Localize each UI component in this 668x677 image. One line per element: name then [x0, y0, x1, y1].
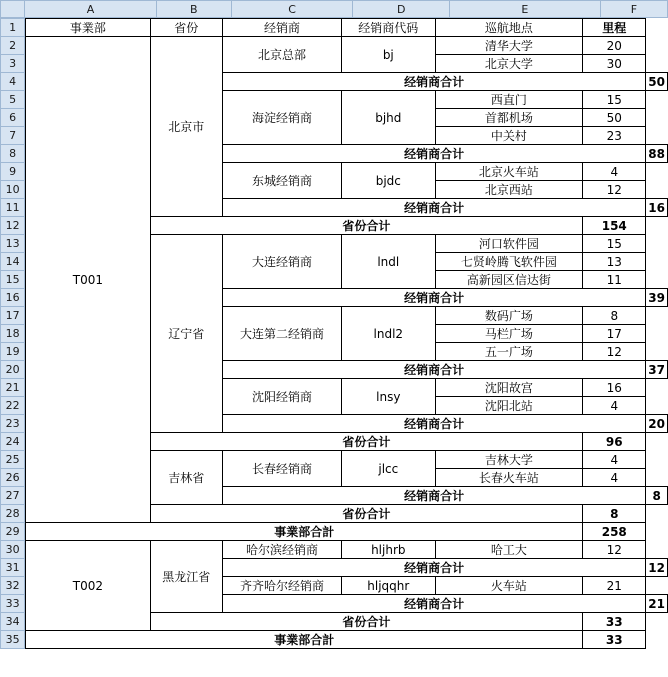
row-header-cell[interactable]: 27 — [1, 487, 25, 505]
dealer-total-value[interactable]: 16 — [646, 199, 668, 217]
stop-name[interactable]: 北京火车站 — [435, 163, 583, 181]
division-total-value[interactable]: 33 — [583, 631, 646, 649]
dealer-code[interactable]: hljqqhr — [342, 577, 435, 595]
dealer-code[interactable]: lndl — [342, 235, 435, 289]
table-row — [26, 19, 668, 37]
stop-mileage[interactable]: 50 — [583, 109, 646, 127]
stop-name[interactable]: 数码广场 — [435, 307, 583, 325]
province-total-value[interactable]: 33 — [583, 613, 646, 631]
stop-name[interactable]: 首都机场 — [435, 109, 583, 127]
stop-mileage[interactable]: 16 — [583, 379, 646, 397]
row-header-cell[interactable]: 22 — [1, 397, 25, 415]
dealer-total-label[interactable]: 经销商合计 — [222, 199, 645, 217]
province-total-value[interactable]: 154 — [583, 217, 646, 235]
column-header-f[interactable]: F — [600, 1, 667, 18]
stop-mileage[interactable]: 21 — [583, 577, 646, 595]
header-mileage[interactable]: 里程 — [583, 19, 646, 37]
row-header-cell[interactable]: 13 — [1, 235, 25, 253]
province-total-value[interactable]: 8 — [583, 505, 646, 523]
header-province[interactable]: 省份 — [150, 19, 222, 37]
dealer-name[interactable]: 哈尔滨经销商 — [222, 541, 341, 559]
table-row — [26, 523, 668, 541]
stop-mileage[interactable]: 23 — [583, 127, 646, 145]
dealer-total-label[interactable]: 经销商合计 — [222, 361, 645, 379]
dealer-code[interactable]: bj — [342, 37, 435, 73]
stop-name[interactable]: 河口软件园 — [435, 235, 583, 253]
province-name[interactable]: 北京市 — [150, 37, 222, 217]
row-header-cell[interactable]: 30 — [1, 541, 25, 559]
row-header-cell[interactable]: 34 — [1, 613, 25, 631]
row-header-cell[interactable]: 17 — [1, 307, 25, 325]
header-dealer-code[interactable]: 经销商代码 — [342, 19, 435, 37]
dealer-total-label[interactable]: 经销商合计 — [222, 289, 645, 307]
division-total-value[interactable]: 258 — [583, 523, 646, 541]
stop-name[interactable]: 马栏广场 — [435, 325, 583, 343]
dealer-code[interactable]: bjdc — [342, 163, 435, 199]
stop-mileage[interactable]: 4 — [583, 451, 646, 469]
dealer-total-value[interactable]: 50 — [646, 73, 668, 91]
row-header-cell[interactable]: 6 — [1, 109, 25, 127]
dealer-name[interactable]: 齐齐哈尔经销商 — [222, 577, 341, 595]
header-stop[interactable]: 巡航地点 — [435, 19, 583, 37]
dealer-name[interactable]: 沈阳经销商 — [222, 379, 341, 415]
stop-name[interactable]: 五一广场 — [435, 343, 583, 361]
row-header-cell[interactable]: 20 — [1, 361, 25, 379]
column-header-a[interactable]: A — [25, 1, 156, 18]
dealer-name[interactable]: 北京总部 — [222, 37, 341, 73]
stop-name[interactable]: 北京西站 — [435, 181, 583, 199]
stop-mileage[interactable]: 4 — [583, 469, 646, 487]
row-header-cell[interactable]: 31 — [1, 559, 25, 577]
column-header-b[interactable]: B — [156, 1, 231, 18]
dealer-name[interactable]: 海淀经销商 — [222, 91, 341, 145]
province-total-value[interactable]: 96 — [583, 433, 646, 451]
row-header-cell[interactable]: 19 — [1, 343, 25, 361]
stop-mileage[interactable]: 12 — [583, 343, 646, 361]
stop-mileage[interactable]: 17 — [583, 325, 646, 343]
column-header-row — [0, 0, 668, 18]
stop-mileage[interactable]: 11 — [583, 271, 646, 289]
dealer-total-label[interactable]: 经销商合计 — [222, 487, 645, 505]
header-division[interactable]: 事業部 — [26, 19, 150, 37]
stop-mileage[interactable]: 4 — [583, 163, 646, 181]
stop-mileage[interactable]: 4 — [583, 397, 646, 415]
stop-mileage[interactable]: 13 — [583, 253, 646, 271]
stop-mileage[interactable]: 8 — [583, 307, 646, 325]
sheet-grid[interactable] — [25, 18, 668, 649]
dealer-total-value[interactable]: 12 — [646, 559, 668, 577]
row-header-cell[interactable]: 3 — [1, 55, 25, 73]
dealer-total-value[interactable]: 39 — [646, 289, 668, 307]
province-total-label[interactable]: 省份合计 — [150, 613, 583, 631]
dealer-code[interactable]: lnsy — [342, 379, 435, 415]
dealer-total-label[interactable]: 经销商合计 — [222, 559, 645, 577]
row-header-cell[interactable]: 28 — [1, 505, 25, 523]
column-header-c[interactable]: C — [231, 1, 353, 18]
stop-name[interactable]: 中关村 — [435, 127, 583, 145]
row-header-cell[interactable]: 5 — [1, 91, 25, 109]
stop-name[interactable]: 清华大学 — [435, 37, 583, 55]
dealer-code[interactable]: lndl2 — [342, 307, 435, 361]
row-header-cell[interactable]: 9 — [1, 163, 25, 181]
province-total-label[interactable]: 省份合计 — [150, 505, 583, 523]
stop-name[interactable]: 哈工大 — [435, 541, 583, 559]
row-header-cell[interactable]: 16 — [1, 289, 25, 307]
row-header-cell[interactable]: 33 — [1, 595, 25, 613]
row-header-cell[interactable]: 7 — [1, 127, 25, 145]
row-header-cell[interactable]: 25 — [1, 451, 25, 469]
stop-name[interactable]: 七贤岭腾飞软件园 — [435, 253, 583, 271]
stop-name[interactable]: 火车站 — [435, 577, 583, 595]
dealer-code[interactable]: bjhd — [342, 91, 435, 145]
dealer-code[interactable]: hljhrb — [342, 541, 435, 559]
dealer-total-value[interactable]: 88 — [646, 145, 668, 163]
stop-name[interactable]: 沈阳北站 — [435, 397, 583, 415]
dealer-total-label[interactable]: 经销商合计 — [222, 415, 645, 433]
select-all-corner[interactable] — [1, 1, 25, 18]
column-header-e[interactable]: E — [449, 1, 600, 18]
stop-mileage[interactable]: 12 — [583, 541, 646, 559]
row-header-cell[interactable]: 4 — [1, 73, 25, 91]
dealer-total-value[interactable]: 20 — [646, 415, 668, 433]
stop-mileage[interactable]: 15 — [583, 235, 646, 253]
stop-name[interactable]: 长春火车站 — [435, 469, 583, 487]
dealer-total-label[interactable]: 经销商合计 — [222, 145, 645, 163]
division-name[interactable]: T002 — [26, 541, 150, 631]
division-total-label[interactable]: 事業部合計 — [26, 631, 583, 649]
dealer-total-value[interactable]: 8 — [646, 487, 668, 505]
column-header-d[interactable]: D — [353, 1, 449, 18]
dealer-total-label[interactable]: 经销商合计 — [222, 595, 645, 613]
row-header-cell[interactable]: 29 — [1, 523, 25, 541]
province-total-label[interactable]: 省份合计 — [150, 217, 583, 235]
row-header-cell[interactable]: 11 — [1, 199, 25, 217]
row-header-cell[interactable]: 2 — [1, 37, 25, 55]
dealer-name[interactable]: 东城经销商 — [222, 163, 341, 199]
stop-name[interactable]: 西直门 — [435, 91, 583, 109]
dealer-total-label[interactable]: 经销商合计 — [222, 73, 645, 91]
table-row — [26, 541, 668, 559]
row-header-cell[interactable]: 18 — [1, 325, 25, 343]
row-header-column — [0, 18, 25, 649]
dealer-name[interactable]: 大连经销商 — [222, 235, 341, 289]
stop-mileage[interactable]: 20 — [583, 37, 646, 55]
row-header-cell[interactable]: 1 — [1, 19, 25, 37]
row-header-cell[interactable]: 15 — [1, 271, 25, 289]
stop-name[interactable]: 北京大学 — [435, 55, 583, 73]
header-dealer[interactable]: 经销商 — [222, 19, 341, 37]
row-header-cell[interactable]: 10 — [1, 181, 25, 199]
row-header-cell[interactable]: 12 — [1, 217, 25, 235]
province-total-label[interactable]: 省份合计 — [150, 433, 583, 451]
row-header-cell[interactable]: 35 — [1, 631, 25, 649]
province-name[interactable]: 辽宁省 — [150, 235, 222, 433]
province-name[interactable]: 黑龙江省 — [150, 541, 222, 613]
stop-name[interactable]: 吉林大学 — [435, 451, 583, 469]
stop-mileage[interactable]: 12 — [583, 181, 646, 199]
row-header-cell[interactable]: 14 — [1, 253, 25, 271]
row-header-cell[interactable]: 32 — [1, 577, 25, 595]
stop-mileage[interactable]: 30 — [583, 55, 646, 73]
row-header-cell[interactable]: 26 — [1, 469, 25, 487]
dealer-total-value[interactable]: 21 — [646, 595, 668, 613]
table-row — [26, 631, 668, 649]
division-total-label[interactable]: 事業部合計 — [26, 523, 583, 541]
stop-name[interactable]: 高新园区信达街 — [435, 271, 583, 289]
dealer-name[interactable]: 大连第二经销商 — [222, 307, 341, 361]
division-name[interactable]: T001 — [26, 37, 150, 523]
province-name[interactable]: 吉林省 — [150, 451, 222, 505]
row-header-cell[interactable]: 8 — [1, 145, 25, 163]
stop-mileage[interactable]: 15 — [583, 91, 646, 109]
dealer-total-value[interactable]: 37 — [646, 361, 668, 379]
dealer-name[interactable]: 长春经销商 — [222, 451, 341, 487]
row-header-cell[interactable]: 21 — [1, 379, 25, 397]
row-header-cell[interactable]: 23 — [1, 415, 25, 433]
row-header-cell[interactable]: 24 — [1, 433, 25, 451]
dealer-code[interactable]: jlcc — [342, 451, 435, 487]
table-row — [26, 37, 668, 55]
stop-name[interactable]: 沈阳故宫 — [435, 379, 583, 397]
